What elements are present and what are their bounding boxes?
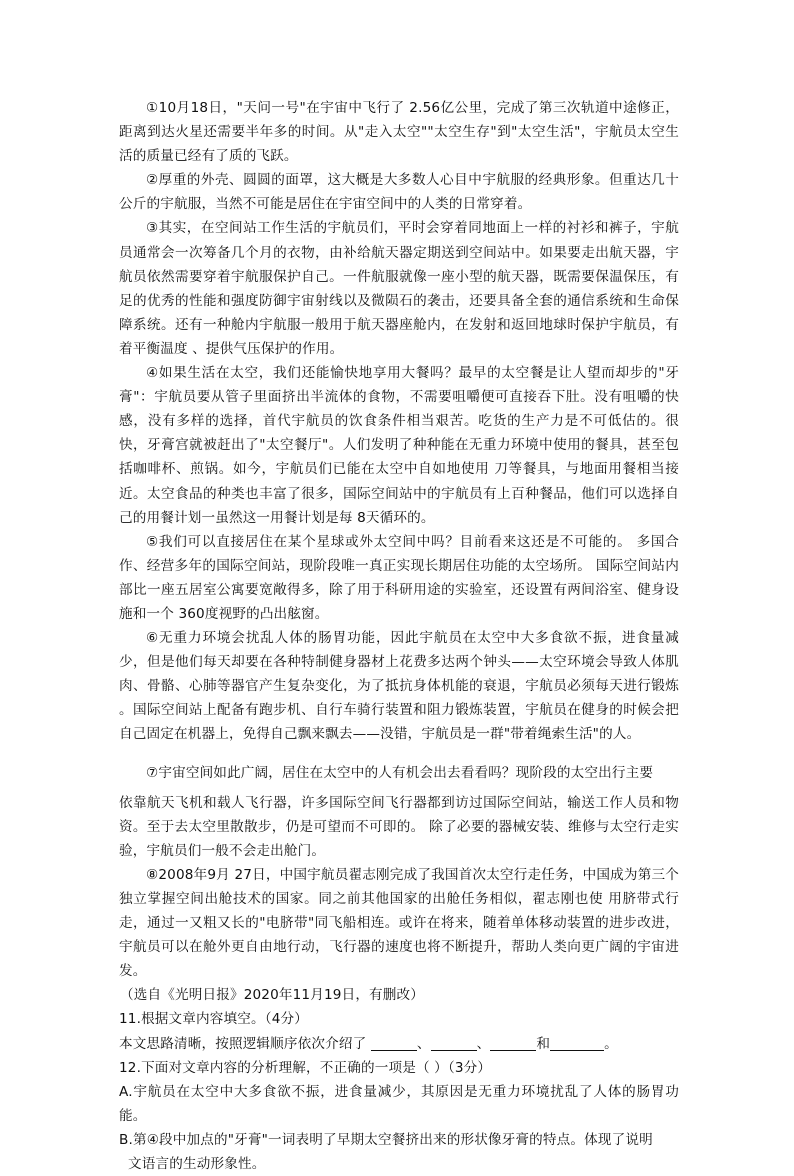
question-12-option-b-continued: 文语言的生动形象性。	[128, 1156, 266, 1173]
question-11-stem	[119, 1032, 679, 1056]
paragraph-4: ④如果生活在太空，我们还能愉快地享用大餐吗？最早的太空餐是让人望而却步的"牙膏"：宇航员要从管子里面挤出半流体的食物，不需要咀嚼便可直接吞下肚。没有咀嚼的快感，没有多样的选择，首代宇航员的饮食条件相当艰苦。吃货的生产力是不可低估的。很快，牙膏宫就被赶出了"太空餐厅"。人们发明了种种能在无重力环境中使用的餐具，甚至包括咖啡杯、煎锅。如今，宇航员们已能在太空中自如地使用 刀等餐具，与地面用餐相当接近。太空食品的种类也丰富了很多，国际空间站中的宇航员有上百种餐品，他们可以选择自己的用餐计划一虽然这一用餐计划是每 8天循环的。	[119, 365, 679, 526]
paragraph-7-start: ⑦宇宙空间如此广阔，居住在太空中的人有机会出去看看吗？现阶段的太空出行主要	[146, 764, 654, 781]
paragraph-3: ③其实，在空间站工作生活的宇航员们，平时会穿着同地面上一样的衬衫和裤子，宇航员通常会一次筹备几个月的衣物，由补给航天器定期送到空间站中。如果要走出航天器，宇航员依然需要穿着宇航服保护自己。一件航服就像一座小型的航天器，既需要保温保压，有足的优秀的性能和强度防御宇宙射线以及微陨石的袭击，还要具备全套的通信系统和生命保障系统。还有一种舱内宇航服一般用于航天器座舱内，在发射和返回地球时保护宇航员，有着平衡温度 、提供气压保护的作用。	[119, 220, 679, 357]
paragraph-6: ⑥无重力环境会扰乱人体的肠胃功能，因此宇航员在太空中大多食欲不振，进食量减少，但是他们每天却要在各种特制健身器材上花费多达两个钟头——太空环境会导致人体肌肉、骨骼、心肺等器官产生复杂变化，为了抵抗身体机能的衰退，宇航员必须每天进行锻炼 。国际空间站上配备有跑步机、自行车骑行装置和阻力锻炼装置，宇航员在健身的时候会把自己固定在机器上，免得自己飘来飘去——没错，宇航员是一群"带着绳索生活"的人。	[119, 630, 679, 743]
question-12-title: 12.下面对文章内容的分析理解，不正确的一项是（ ）（3分）	[119, 1059, 492, 1076]
question-11-title: 11.根据文章内容填空。（4分）	[119, 1011, 308, 1028]
question-12-option-b: B.第④段中加点的"牙膏"一词表明了早期太空餐挤出来的形状像牙膏的特点。体现了说明	[119, 1131, 653, 1148]
paragraph-5: ⑤我们可以直接居住在某个星球或外太空间中吗？目前看来这还是不可能的。 多国合作、经营多年的国际空间站，现阶段唯一真正实现长期居住功能的太空场所。 国际空间站内部比一座五居室公寓要宽敞得多，除了用于科研用途的实验室，还设置有两间浴室、健身设施和一个 360度视野的凸出舷窗。	[119, 533, 679, 622]
blank-end: 。	[604, 1035, 618, 1052]
question-12-option-a: A.宇航员在太空中大多食欲不振，进食量减少，其原因是无重力环境扰乱了人体的肠胃功能。	[119, 1083, 679, 1124]
answer-blank-1[interactable]	[371, 1034, 417, 1051]
question-11-stem-text: 本文思路清晰，按照逻辑顺序依次介绍了	[119, 1035, 367, 1052]
blank-separator-2: 、	[476, 1035, 491, 1052]
answer-blank-4[interactable]	[550, 1034, 604, 1051]
article-body	[119, 96, 679, 1176]
answer-blank-2[interactable]	[431, 1034, 477, 1051]
paragraph-8: ⑧2008年9月 27日，中国宇航员翟志刚完成了我国首次太空行走任务，中国成为第三个独立掌握空间出舱技术的国家。同之前其他国家的出舱任务相似，翟志刚也使 用脐带式行走，通过一又粗又长的"电脐带"同飞船相连。或许在将来，随着单体移动装置的进步改进，宇航员可以在舱外更自由地行动，飞行器的速度也将不断提升，帮助人类向更广阔的宇宙进发。	[119, 866, 679, 980]
blank-and: 和	[536, 1035, 551, 1052]
blank-separator-1: 、	[416, 1035, 431, 1052]
paragraph-2: ②厚重的外壳、圆圆的面罩，这大概是大多数人心目中宇航服的经典形象。但重达几十公斤的宇航服，当然不可能是居住在宇宙空间中的人类的日常穿着。	[119, 172, 679, 213]
answer-blank-3[interactable]	[490, 1034, 536, 1051]
paragraph-1: ①10月18日，"天问一号"在宇宙中飞行了 2.56亿公里，完成了第三次轨道中途修正，距离到达火星还需要半年多的时间。从"走入太空""太空生存"到"太空生活"，宇航员太空生活的质量已经有了质的飞跃。	[119, 100, 679, 165]
paragraph-7-continued: 依靠航天飞机和载人飞行器，许多国际空间飞行器都到访过国际空间站，输送工作人员和物资。至于去太空里散散步，仍是可望而不可即的。 除了必要的器械安装、维修与太空行走实验，宇航员们一般不会走出舱门。	[119, 794, 679, 859]
article-source: （选自《光明日报》2020年11月19日，有删改）	[120, 987, 425, 1004]
